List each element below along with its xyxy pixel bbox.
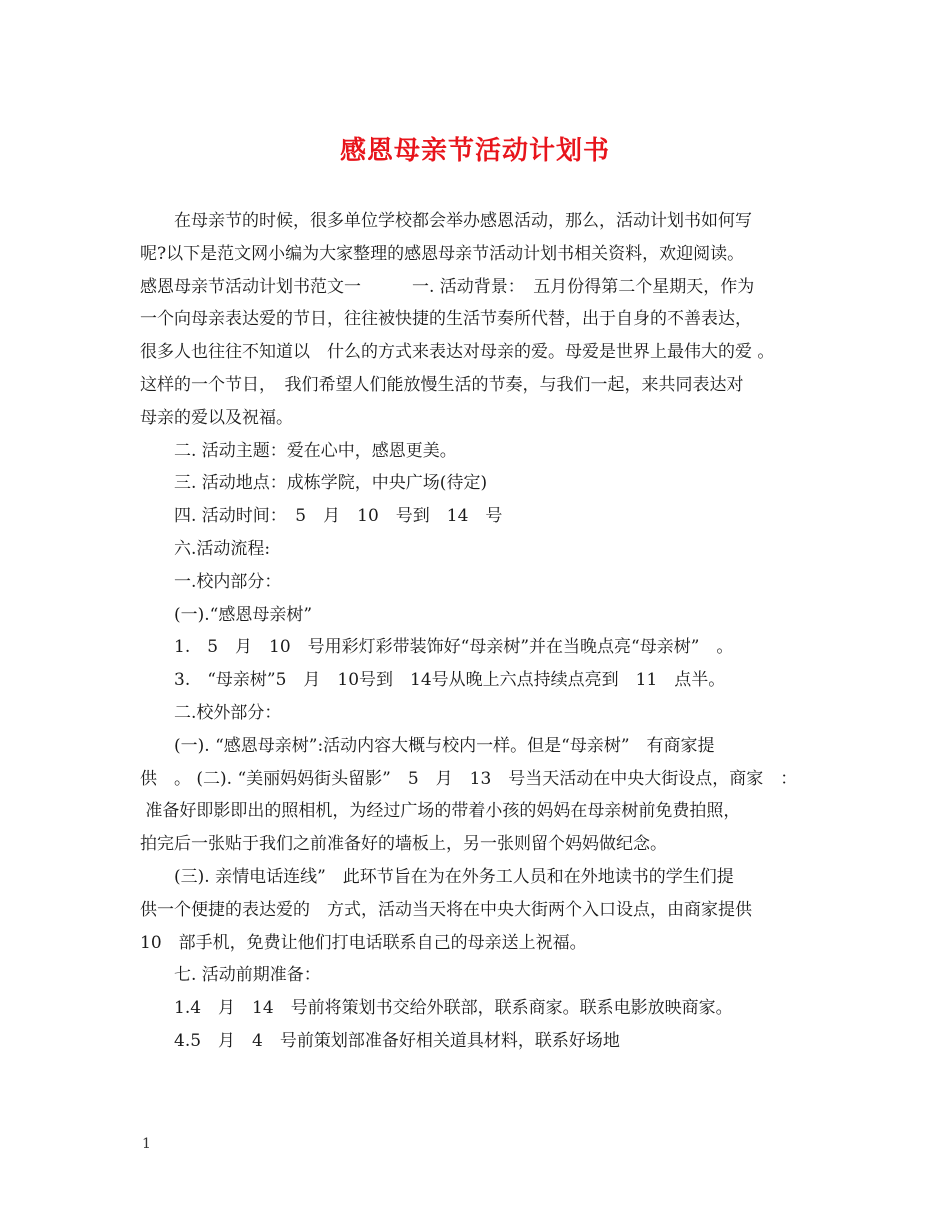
text-line: 六.活动流程: (174, 538, 271, 559)
text-line: (三). 亲情电话连线” 此环节旨在为在外务工人员和在外地读书的学生们提 (174, 866, 734, 887)
text-line: (一).“感恩母亲树” (174, 604, 313, 625)
text-line: 呢?以下是范文网小编为大家整理的感恩母亲节活动计划书相关资料，欢迎阅读。 (140, 243, 745, 264)
text-line: 3. “母亲树”5 月 10号到 14号从晚上六点持续点亮到 11 点半。 (174, 670, 726, 691)
text-line: 供一个便捷的表达爱的 方式，活动当天将在中央大街两个入口设点，由商家提供 (140, 899, 752, 920)
text-line: 二. 活动主题：爱在心中，感恩更美。 (174, 440, 457, 461)
page-number: 1 (142, 1136, 151, 1152)
text-line: 供 。 (二). “美丽妈妈街头留影” 5 月 13 号当天活动在中央大街设点，商家 ： (140, 768, 798, 789)
text-line: 很多人也往往不知道以 什么的方式来表达对母亲的爱。母爱是世界上最伟大的爱 。 (140, 342, 775, 363)
text-line: 四. 活动时间： 5 月 10 号到 14 号 (174, 506, 503, 527)
text-line: 在母亲节的时候，很多单位学校都会举办感恩活动，那么，活动计划书如何写 (174, 211, 752, 231)
text-line: 一个向母亲表达爱的节日，往往被快捷的生活节奏所代替，出于自身的不善表达， (140, 309, 752, 330)
text-line: (一). “感恩母亲树”:活动内容大概与校内一样。但是“母亲树” 有商家提 (174, 735, 715, 756)
text-line: 母亲的爱以及祝福。 (140, 407, 293, 428)
text-line: 三. 活动地点：成栋学院，中央广场(待定) (174, 473, 488, 494)
text-line: 一.校内部分： (174, 571, 282, 592)
text-line: 二.校外部分： (174, 702, 282, 723)
text-line: 准备好即影即出的照相机，为经过广场的带着小孩的妈妈在母亲树前免费拍照， (140, 801, 741, 822)
text-line: 10 部手机，免费让他们打电话联系自己的母亲送上祝福。 (140, 932, 587, 953)
text-line: 感恩母亲节活动计划书范文一 一. 活动背景： 五月份得第二个星期天，作为 (140, 276, 755, 297)
text-line: 1.4 月 14 号前将策划书交给外联部，联系商家。联系电影放映商家。 (174, 998, 733, 1019)
document-body (140, 205, 820, 1058)
text-line: 1. 5 月 10 号用彩灯彩带装饰好“母亲树”并在当晚点亮“母亲树” 。 (174, 637, 734, 658)
text-line: 七. 活动前期准备： (174, 965, 321, 986)
text-line: 4.5 月 4 号前策划部准备好相关道具材料，联系好场地 (174, 1030, 620, 1051)
page-title: 感恩母亲节活动计划书 (339, 136, 610, 166)
text-line: 拍完后一张贴于我们之前准备好的墙板上，另一张则留个妈妈做纪念。 (140, 834, 667, 855)
text-line: 这样的一个节日， 我们希望人们能放慢生活的节奏，与我们一起，来共同表达对 (140, 374, 744, 395)
